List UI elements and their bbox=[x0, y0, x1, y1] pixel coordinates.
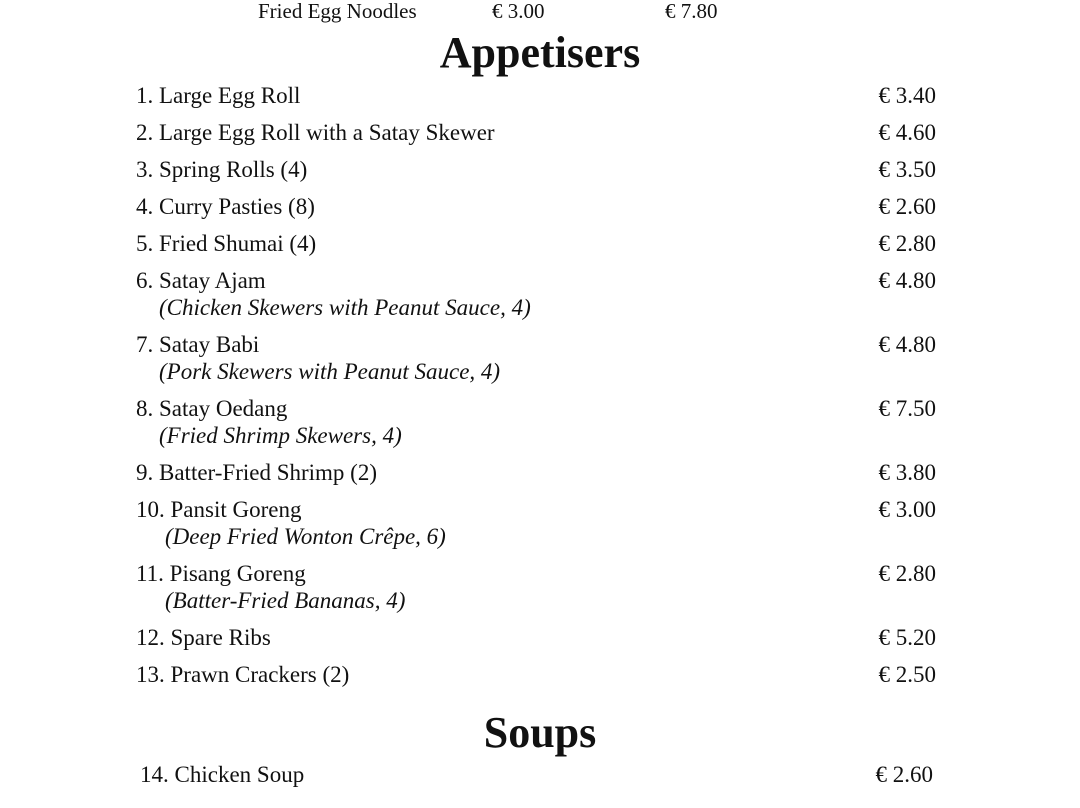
item-name: 12. Spare Ribs bbox=[136, 625, 271, 650]
item-price: € 2.80 bbox=[878, 561, 936, 586]
item-name: 6. Satay Ajam bbox=[136, 268, 266, 293]
menu-item bbox=[136, 119, 936, 146]
menu-item bbox=[136, 193, 936, 220]
item-price: € 2.50 bbox=[878, 662, 936, 687]
item-description: (Batter-Fried Bananas, 4) bbox=[165, 588, 406, 613]
item-description: (Fried Shrimp Skewers, 4) bbox=[159, 423, 402, 448]
item-price: € 3.50 bbox=[878, 157, 936, 182]
menu-item bbox=[136, 496, 936, 550]
item-name: 2. Large Egg Roll with a Satay Skewer bbox=[136, 120, 495, 145]
item-price: € 7.50 bbox=[878, 396, 936, 421]
menu-item bbox=[136, 395, 936, 449]
previous-menu-row bbox=[0, 0, 1080, 24]
item-name: Fried Egg Noodles bbox=[258, 0, 417, 23]
soups-heading: Soups bbox=[483, 708, 597, 757]
menu-item bbox=[136, 230, 936, 257]
item-name: 13. Prawn Crackers (2) bbox=[136, 662, 350, 687]
appetisers-heading: Appetisers bbox=[439, 28, 641, 77]
item-name: 7. Satay Babi bbox=[136, 332, 260, 357]
item-price-large: € 7.80 bbox=[665, 0, 718, 23]
item-name: 8. Satay Oedang bbox=[136, 396, 288, 421]
item-price: € 3.40 bbox=[878, 83, 936, 108]
item-name: 14. Chicken Soup bbox=[140, 762, 305, 787]
menu-item bbox=[136, 459, 936, 486]
menu-item bbox=[136, 624, 936, 651]
item-price-small: € 3.00 bbox=[492, 0, 545, 23]
menu-item bbox=[136, 267, 936, 321]
item-price: € 5.20 bbox=[878, 625, 936, 650]
menu-item bbox=[140, 761, 933, 788]
item-name: 3. Spring Rolls (4) bbox=[136, 157, 308, 182]
menu-item bbox=[136, 331, 936, 385]
item-price: € 3.80 bbox=[878, 460, 936, 485]
menu-item bbox=[136, 661, 936, 688]
menu-item bbox=[136, 82, 936, 109]
item-price: € 4.80 bbox=[878, 332, 936, 357]
item-name: 11. Pisang Goreng bbox=[136, 561, 306, 586]
item-description: (Pork Skewers with Peanut Sauce, 4) bbox=[159, 359, 501, 384]
menu-item bbox=[136, 156, 936, 183]
item-price: € 4.80 bbox=[878, 268, 936, 293]
item-price: € 2.60 bbox=[875, 762, 933, 787]
item-price: € 2.60 bbox=[878, 194, 936, 219]
item-name: 5. Fried Shumai (4) bbox=[136, 231, 317, 256]
item-name: 1. Large Egg Roll bbox=[136, 83, 301, 108]
item-name: 9. Batter-Fried Shrimp (2) bbox=[136, 460, 377, 485]
item-price: € 4.60 bbox=[878, 120, 936, 145]
item-name: 10. Pansit Goreng bbox=[136, 497, 302, 522]
item-price: € 2.80 bbox=[878, 231, 936, 256]
item-name: 4. Curry Pasties (8) bbox=[136, 194, 315, 219]
menu-item bbox=[136, 560, 936, 614]
item-description: (Deep Fried Wonton Crêpe, 6) bbox=[165, 524, 446, 549]
item-description: (Chicken Skewers with Peanut Sauce, 4) bbox=[159, 295, 531, 320]
item-price: € 3.00 bbox=[878, 497, 936, 522]
